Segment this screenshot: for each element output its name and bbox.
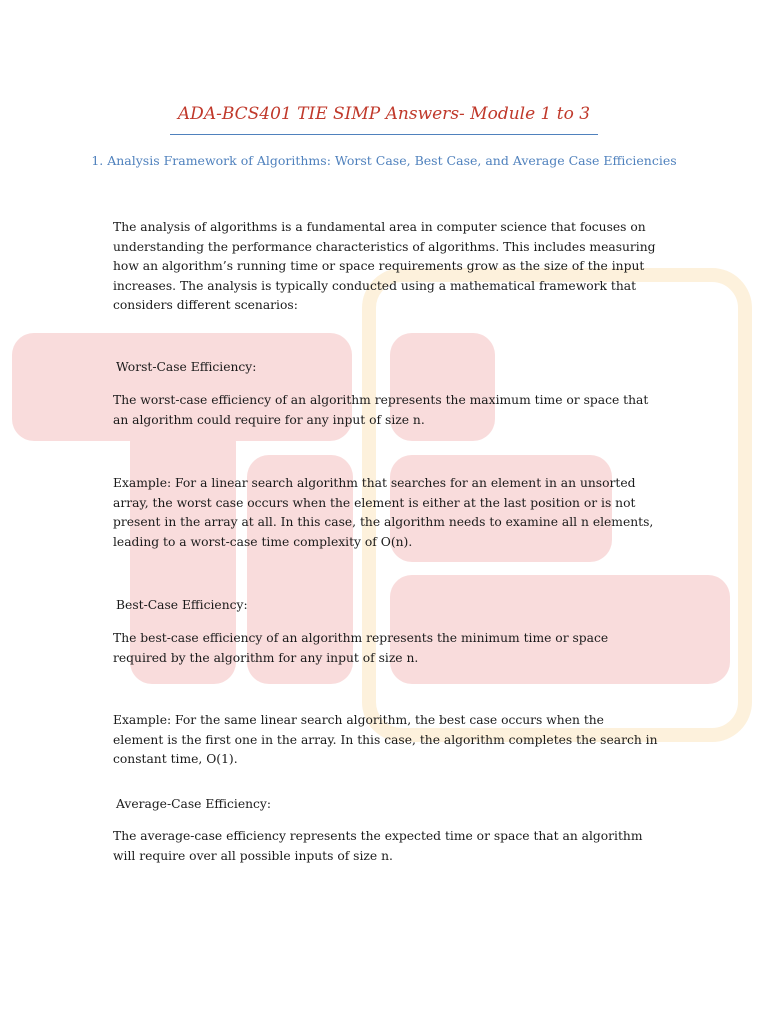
average-case-definition: The average-case efficiency represents the expected time or space that an algorithm will require over all possible inputs of size n. bbox=[113, 829, 643, 863]
best-case-example: Example: For the same linear search algorithm, the best case occurs when the element is the first one in the array. In this case, the algorithm completes the search in constant time, O(1). bbox=[113, 713, 658, 766]
worst-case-heading: Worst-Case Efficiency: bbox=[116, 360, 257, 374]
document-title: ADA-BCS401 TIE SIMP Answers- Module 1 to 3 bbox=[177, 104, 591, 124]
worst-case-definition: The worst-case efficiency of an algorithm represents the maximum time or space that an algorithm could require for any input of size n. bbox=[113, 393, 649, 427]
intro-paragraph: The analysis of algorithms is a fundamental area in computer science that focuses on understanding the performance characteristics of algorithms. This includes measuring how an algorithm’s running time or space requirements grow as the size of the input increases. The analysis is typically conducted using a mathematical framework that considers different scenarios: bbox=[113, 220, 656, 312]
best-case-definition: The best-case efficiency of an algorithm represents the minimum time or space required by the algorithm for any input of size n. bbox=[113, 631, 609, 665]
best-case-heading: Best-Case Efficiency: bbox=[116, 598, 248, 612]
average-case-heading: Average-Case Efficiency: bbox=[116, 797, 271, 811]
worst-case-example: Example: For a linear search algorithm that searches for an element in an unsorted array, the worst case occurs when the element is either at the last position or is not present in the array at all. In this case, the algorithm needs to examine all n elements, leading to a worst-case time complexity of O(n). bbox=[113, 476, 654, 549]
title-underline bbox=[170, 134, 598, 135]
section-heading: 1. Analysis Framework of Algorithms: Worst Case, Best Case, and Average Case Efficiencies bbox=[91, 153, 677, 168]
